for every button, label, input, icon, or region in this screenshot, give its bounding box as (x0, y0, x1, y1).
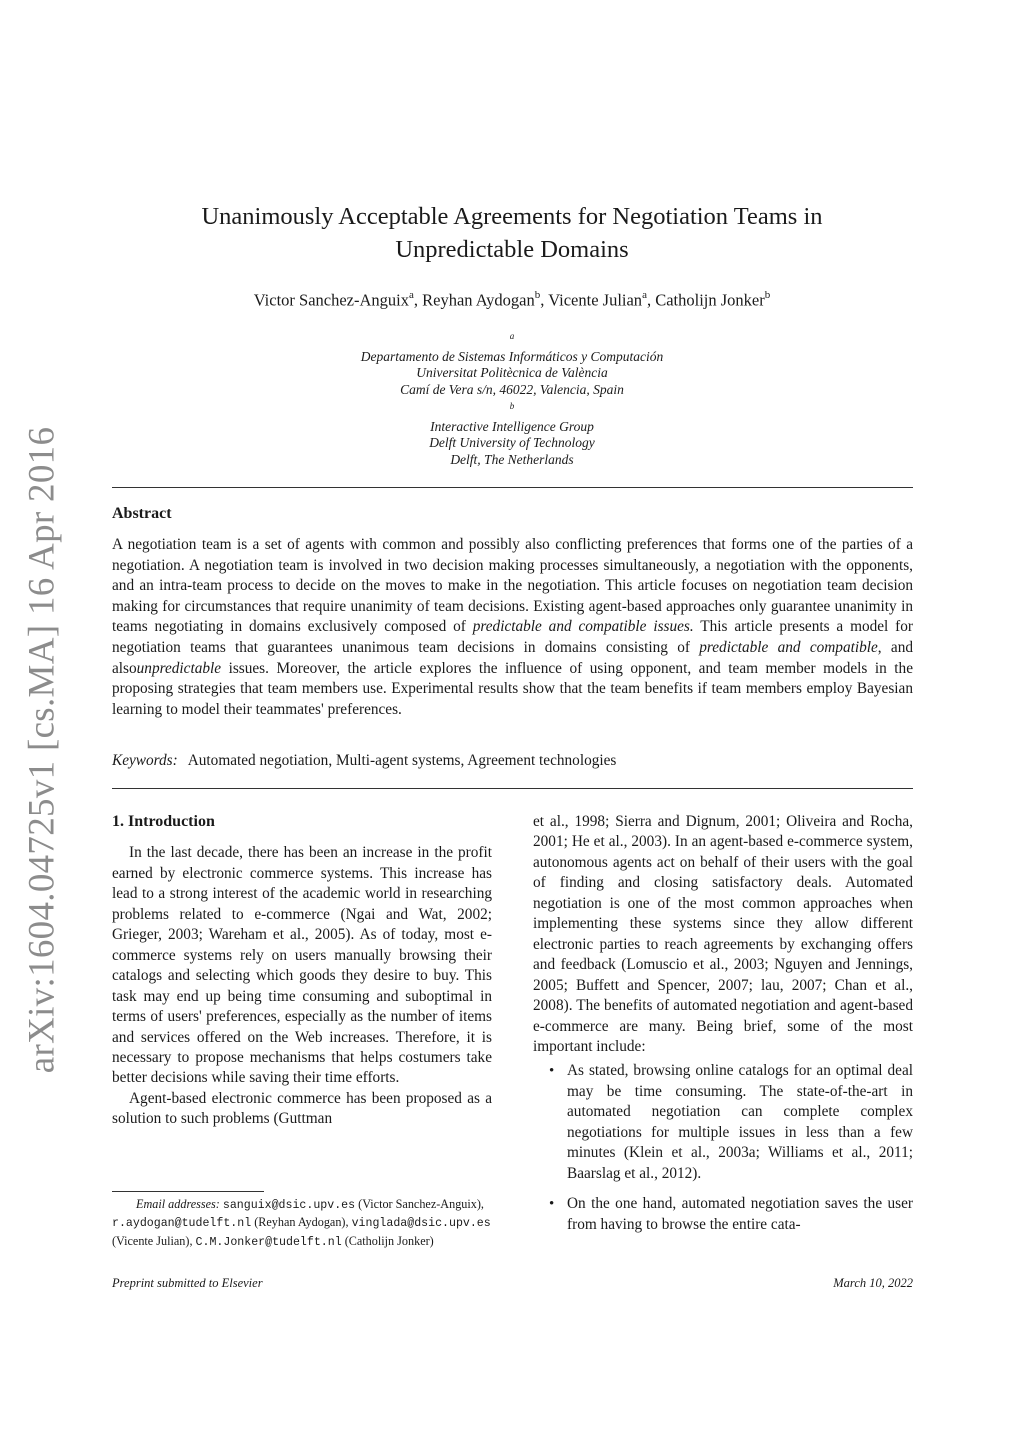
author-affil-mark: b (764, 289, 771, 301)
email-link[interactable]: vinglada@dsic.upv.es (351, 1217, 491, 1231)
author-list: Victor Sanchez-Anguix$^a$, Reyhan Aydogan$^b$, Vicente Julian$^a$, Catholijn Jonker$^b$ (253, 289, 771, 310)
left-column (112, 812, 492, 1130)
affiliations (112, 328, 912, 468)
intro-paragraph-1: In the last decade, there has been an increase in the profit earned by electronic commerce systems. This increase has lead to a strong interest of the academic world in researching problems related to e-commerce (Ngai and Wat, 2002; Grieger, 2003; Wareham et al., 2005). As of today, most e-commerce systems rely on users manually browsing their catalogs and selecting which goods they desire to buy. This task may end up being time consuming and suboptimal in terms of users' preferences, especially as the number of items and services offered on the Web increases. Therefore, it is necessary to propose mechanisms that helps costumers take better decisions while saving their time efforts. (112, 844, 492, 1087)
paper-title (112, 200, 912, 266)
author-affil-mark: a (409, 289, 414, 301)
email-link[interactable]: C.M.Jonker@tudelft.nl (195, 1235, 342, 1249)
affiliation-line: $^a$ Departamento de Sistemas Informáticos y Computación (360, 331, 664, 364)
abstract-bottom-rule (112, 788, 913, 789)
affiliation-line: Delft, The Netherlands (450, 451, 574, 467)
keywords (112, 752, 913, 770)
list-item: • As stated, browsing online catalogs for an optimal deal may be time consuming. The state-of-the-art in automated negotiation can complete complex negotiations for multiple issues in less than a few minutes (Klein et al., 2003a; Williams et al., 2011; Baarslag et al., 2012). (549, 1062, 913, 1182)
intro-paragraph-2: Agent-based electronic commerce has been proposed as a solution to such problems (Guttman (112, 1089, 492, 1128)
footnote-emails: Email addresses: sanguix@dsic.upv.es (Victor Sanchez-Anguix), r.aydogan@tudelft.nl (Reyhan Aydogan), vinglada@dsic.upv.es (Vicente Julian), C.M.Jonker@tudelft.nl (Catholijn Jonker) (112, 1197, 491, 1249)
footnote-label: Email addresses: (136, 1197, 220, 1211)
benefits-list (533, 1061, 913, 1235)
affiliation-line: Universitat Politècnica de València (416, 365, 608, 381)
email-link[interactable]: sanguix@dsic.upv.es (222, 1199, 356, 1212)
intro-paragraph-2-continued: et al., 1998; Sierra and Dignum, 2001; Oliveira and Rocha, 2001; He et al., 2003). In an agent-based e-commerce system, autonomous agents act on behalf of their users with the goal of finding and closing satisfactory deals. Automated negotiation is one of the most common approaches when implementing these systems since they allow different electronic parties to reach agreements by exchanging offers and feedback (Lomuscio et al., 2003; Nguyen and Jennings, 2005; Buffett and Spencer, 2007; lau, 2007; Chan et al., 2008). The benefits of automated negotiation and agent-based e-commerce are many. Being brief, some of the most important include: (533, 813, 913, 1055)
footnote-rule (112, 1191, 264, 1192)
list-item: • On the one hand, automated negotiation saves the user from having to browse the entire cata- (549, 1195, 913, 1233)
bullet-icon: • (549, 1063, 555, 1080)
affiliation-line: $^b$ Interactive Intelligence Group (430, 401, 594, 435)
author: Vicente Julian (548, 290, 643, 310)
title-line-1: Unanimously Acceptable Agreements for Negotiation Teams in (201, 203, 823, 230)
section-heading-introduction: 1. Introduction (112, 813, 215, 830)
preprint-date: March 10, 2022 (833, 1276, 913, 1290)
arxiv-identifier[interactable]: arXiv:1604.04725v1 [cs.MA] 16 Apr 2016 (21, 426, 63, 1074)
author: Victor Sanchez-Anguix (253, 290, 410, 310)
affiliation-line: Camí de Vera s/n, 46022, Valencia, Spain (400, 381, 624, 397)
preprint-note: Preprint submitted to Elsevier (112, 1276, 263, 1290)
email-link[interactable]: r.aydogan@tudelft.nl (112, 1217, 252, 1231)
abstract-text: A negotiation team is a set of agents with common and possibly also conflicting preferences that forms one of the parties of a negotiation. A negotiation team is involved in two decision making processes simultaneously, a negotiation with the opponents, and an intra-team process to decide on the moves to make in the negotiation. This article focuses on negotiation team decision making for circumstances that require unanimity of team decisions. Existing agent-based approaches only guarantee unanimity in teams negotiating in domains exclusively composed of predictable and compatible issues. This article presents a model for negotiation teams that guarantees unanimous team decisions in domains consisting of predictable and compatible, and alsounpredictable issues. Moreover, the article explores the influence of using opponent, and team member models in the proposing strategies that team members use. Experimental results show that the team benefits if team members employ Bayesian learning to model their teammates' preferences. (112, 536, 914, 718)
affiliation-line: Delft University of Technology (429, 435, 595, 451)
author: Reyhan Aydogan (422, 290, 535, 310)
right-column (533, 812, 913, 1245)
abstract-heading: Abstract (112, 505, 172, 522)
keywords-label: Keywords: (112, 752, 178, 769)
bullet-icon: • (549, 1196, 555, 1213)
author-affil-mark: b (534, 289, 541, 301)
title-line-2: Unpredictable Domains (395, 236, 629, 263)
keywords-text: Automated negotiation, Multi-agent systems, Agreement technologies (187, 752, 617, 769)
abstract-top-rule (112, 487, 913, 488)
author-affil-mark: a (642, 289, 647, 301)
author: Catholijn Jonker (655, 290, 765, 310)
